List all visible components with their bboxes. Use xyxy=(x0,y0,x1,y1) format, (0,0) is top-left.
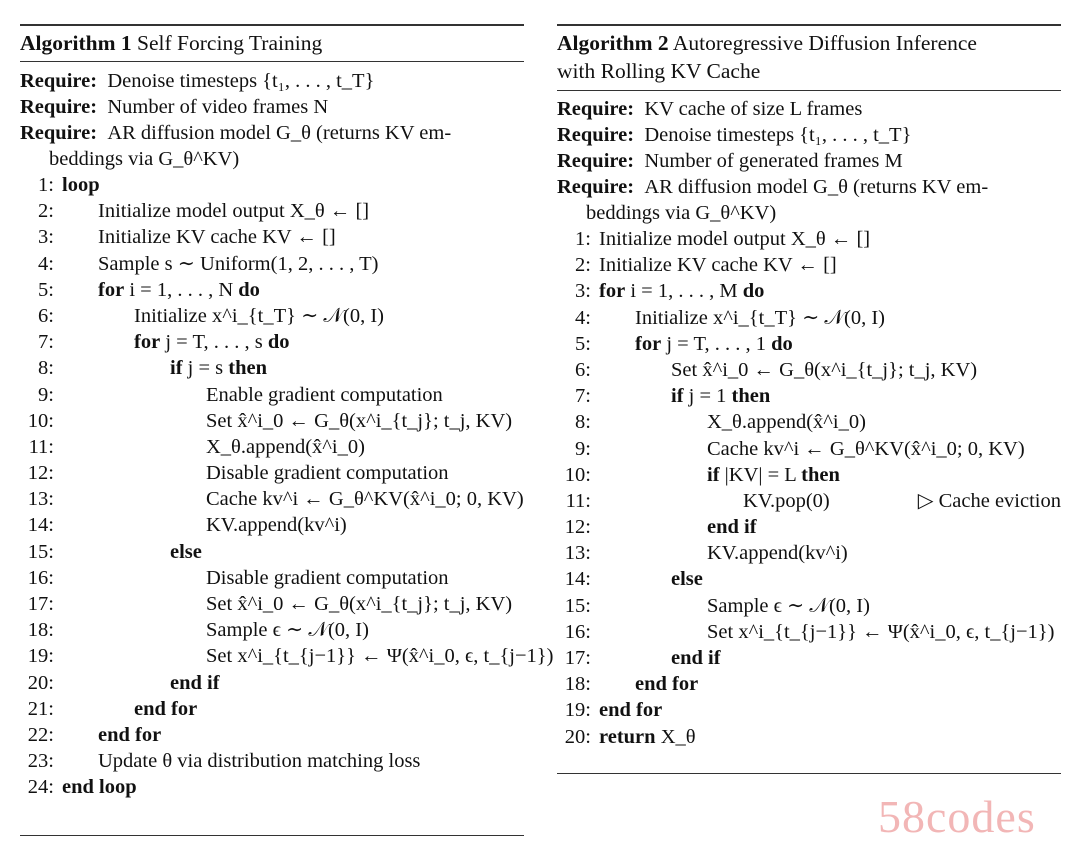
statement: Set x̂^i_0 ← G_θ(x^i_{t_j}; t_j, KV) xyxy=(206,593,513,615)
line-number: 20: xyxy=(564,725,591,748)
require-continuation: beddings via G_θ^KV) xyxy=(586,202,777,224)
keyword: end if xyxy=(707,516,757,539)
statement: KV.append(kv^i) xyxy=(707,542,848,565)
algorithm-line xyxy=(20,277,524,303)
algorithm-line xyxy=(20,774,524,800)
keyword: for xyxy=(635,332,662,355)
statement: j = T, . . . , 1 xyxy=(666,332,766,355)
line-number: 4: xyxy=(575,306,591,329)
line-code xyxy=(599,697,662,723)
algorithm-line xyxy=(20,303,524,329)
keyword: end if xyxy=(671,647,721,669)
line-code xyxy=(599,278,764,304)
algorithm-line xyxy=(20,355,524,381)
algorithm-line xyxy=(557,357,1061,383)
require-keyword: Require: xyxy=(557,176,635,198)
require-text: Denoise timesteps {t₁, . . . , t_T} xyxy=(107,70,375,92)
keyword: else xyxy=(671,568,703,591)
line-code xyxy=(707,593,870,619)
line-number: 3: xyxy=(38,226,54,249)
algorithm-line xyxy=(20,643,554,669)
line-number: 19: xyxy=(564,699,591,722)
keyword: end if xyxy=(170,671,220,694)
line-number: 6: xyxy=(575,358,591,381)
line-number: 22: xyxy=(27,723,54,746)
line-code xyxy=(599,226,870,252)
statement: i = 1, . . . , M xyxy=(630,280,738,303)
line-code xyxy=(671,383,770,409)
algorithm-line xyxy=(20,460,524,486)
statement: Set x^i_{t_{j−1}} ← Ψ(x̂^i_0, ϵ, t_{j−1}) xyxy=(206,645,554,668)
require-line xyxy=(20,94,524,120)
statement: Sample s ∼ Uniform(1, 2, . . . , T) xyxy=(98,252,379,275)
line-code xyxy=(206,591,512,617)
line-number: 7: xyxy=(575,385,591,408)
keyword: do xyxy=(771,332,793,355)
line-number: 13: xyxy=(564,542,591,565)
require-text: Denoise timesteps {t₁, . . . , t_T} xyxy=(644,124,912,146)
require-text: Number of generated frames M xyxy=(644,150,903,172)
statement: Initialize KV cache KV ← [] xyxy=(98,226,336,249)
keyword: for xyxy=(98,278,125,301)
line-code xyxy=(206,512,347,538)
line-number: 1: xyxy=(38,174,54,196)
algorithm-line xyxy=(20,224,524,250)
line-code xyxy=(635,331,793,357)
line-code xyxy=(635,305,885,331)
algorithm-line xyxy=(20,486,524,512)
require-keyword: Require: xyxy=(557,150,635,172)
line-code xyxy=(206,617,369,643)
line-number: 18: xyxy=(27,619,54,642)
statement: X_θ xyxy=(660,725,696,748)
line-code xyxy=(671,357,977,383)
line-number: 12: xyxy=(27,462,54,485)
require-continuation: beddings via G_θ^KV) xyxy=(49,148,240,170)
keyword: end loop xyxy=(62,776,137,799)
statement: Set x^i_{t_{j−1}} ← Ψ(x̂^i_0, ϵ, t_{j−1}) xyxy=(707,620,1055,643)
keyword: then xyxy=(731,385,771,408)
algorithm-line xyxy=(557,697,1061,723)
statement: Initialize model output X_θ ← [] xyxy=(98,200,370,223)
line-number: 8: xyxy=(38,357,54,380)
line-code xyxy=(206,408,512,434)
keyword: do xyxy=(238,278,260,301)
line-code xyxy=(206,643,553,669)
line-number: 15: xyxy=(27,540,54,563)
require-line xyxy=(557,174,1061,226)
statement: Disable gradient computation xyxy=(206,462,449,485)
line-code xyxy=(206,460,449,486)
algorithm-line xyxy=(557,383,1061,409)
algorithm-line xyxy=(20,722,524,748)
line-number: 10: xyxy=(27,409,54,432)
require-keyword: Require: xyxy=(20,122,98,144)
line-code xyxy=(98,748,420,774)
line-number: 3: xyxy=(575,280,591,303)
line-code xyxy=(134,329,289,355)
algorithm-line xyxy=(557,671,1061,697)
keyword: if xyxy=(170,357,183,380)
line-code xyxy=(707,409,866,435)
statement: Set x̂^i_0 ← G_θ(x^i_{t_j}; t_j, KV) xyxy=(206,409,513,432)
line-number: 1: xyxy=(575,228,591,250)
watermark: 58codes xyxy=(878,791,1036,842)
require-keyword: Require: xyxy=(20,70,98,92)
algorithm-name: Autoregressive Diffusion Inference xyxy=(672,31,977,55)
statement: i = 1, . . . , N xyxy=(129,278,234,301)
require-line xyxy=(20,120,524,172)
algorithm-line xyxy=(557,436,1061,462)
line-code xyxy=(707,462,840,488)
statement: j = 1 xyxy=(688,385,727,408)
line-number: 15: xyxy=(564,594,591,617)
algorithm-line xyxy=(20,408,524,434)
line-code xyxy=(170,670,220,696)
line-code xyxy=(62,774,137,800)
statement: Initialize x^i_{t_T} ∼ 𝒩(0, I) xyxy=(134,304,384,327)
algorithm-line xyxy=(20,617,524,643)
algorithm-title xyxy=(20,28,524,58)
line-code xyxy=(206,382,443,408)
line-number: 2: xyxy=(575,254,591,277)
statement: Initialize KV cache KV ← [] xyxy=(599,254,837,277)
algorithm-line xyxy=(20,565,524,591)
algorithm-line xyxy=(20,172,524,198)
algorithm-line xyxy=(557,278,1061,304)
statement: Cache kv^i ← G_θ^KV(x̂^i_0; 0, KV) xyxy=(206,488,524,511)
algorithm-line xyxy=(20,198,524,224)
line-number: 5: xyxy=(38,278,54,301)
keyword: return xyxy=(599,725,656,748)
statement: Initialize model output X_θ ← [] xyxy=(599,228,871,250)
line-code xyxy=(134,303,384,329)
statement: Cache kv^i ← G_θ^KV(x̂^i_0; 0, KV) xyxy=(707,437,1025,460)
algorithm-line xyxy=(557,252,1061,278)
keyword: end for xyxy=(599,699,663,722)
statement: Sample ϵ ∼ 𝒩(0, I) xyxy=(206,619,369,642)
line-number: 20: xyxy=(27,671,54,694)
keyword: else xyxy=(170,540,202,563)
algorithm-line xyxy=(20,512,524,538)
algorithm-line xyxy=(557,619,1061,645)
algorithm-line xyxy=(20,670,524,696)
line-number: 10: xyxy=(564,463,591,486)
statement: KV.pop(0) xyxy=(743,489,830,512)
algorithm-line xyxy=(557,645,1061,671)
keyword: do xyxy=(267,331,290,354)
algorithm-line xyxy=(20,748,524,774)
line-code xyxy=(98,198,369,224)
algorithm-line xyxy=(20,329,524,355)
algorithm-line xyxy=(557,488,1061,514)
keyword: do xyxy=(742,280,765,303)
line-number: 12: xyxy=(564,516,591,539)
algorithm-line xyxy=(557,305,1061,331)
title-rule xyxy=(557,90,1061,91)
require-keyword: Require: xyxy=(557,98,635,120)
line-number: 11: xyxy=(28,435,54,458)
line-code xyxy=(599,252,837,278)
require-text: AR diffusion model G_θ (returns KV em- xyxy=(644,176,989,198)
keyword: loop xyxy=(62,174,100,196)
line-number: 9: xyxy=(575,437,591,460)
line-number: 9: xyxy=(38,383,54,406)
comment: ▷ Cache eviction xyxy=(917,489,1061,512)
line-number: 18: xyxy=(564,673,591,696)
algorithm-line xyxy=(557,226,1061,252)
keyword: end for xyxy=(635,673,699,696)
line-code xyxy=(707,619,1054,645)
statement: KV.append(kv^i) xyxy=(206,514,347,537)
statement: |KV| = L xyxy=(724,463,797,486)
line-number: 21: xyxy=(27,697,54,720)
require-line xyxy=(557,148,1061,174)
line-number: 14: xyxy=(27,514,54,537)
line-code xyxy=(170,539,202,565)
statement: j = s xyxy=(187,357,224,380)
line-code xyxy=(707,436,1025,462)
line-number: 16: xyxy=(27,566,54,589)
bottom-rule xyxy=(20,835,524,836)
algorithm-line xyxy=(557,566,1061,592)
keyword: for xyxy=(134,331,161,354)
algorithm-body xyxy=(20,68,554,801)
line-number: 11: xyxy=(565,489,591,512)
keyword: end for xyxy=(134,697,198,720)
algorithm-name: Self Forcing Training xyxy=(137,31,323,55)
algorithm-label: Algorithm 1 xyxy=(20,31,132,55)
statement: Disable gradient computation xyxy=(206,566,449,589)
statement: Initialize x^i_{t_T} ∼ 𝒩(0, I) xyxy=(635,306,885,329)
statement: Sample ϵ ∼ 𝒩(0, I) xyxy=(707,594,870,617)
require-text: Number of video frames N xyxy=(107,96,329,118)
require-line xyxy=(557,122,1061,148)
line-code xyxy=(707,540,848,566)
line-number: 16: xyxy=(564,620,591,643)
algorithm-title xyxy=(557,28,1061,58)
require-keyword: Require: xyxy=(20,96,98,118)
line-code xyxy=(98,251,378,277)
statement: X_θ.append(x̂^i_0) xyxy=(206,435,365,458)
algorithm-body xyxy=(557,96,1061,750)
line-number: 5: xyxy=(575,332,591,355)
top-rule xyxy=(20,24,524,26)
algorithm-line xyxy=(557,724,1061,750)
bottom-rule xyxy=(557,773,1061,774)
algorithm-line xyxy=(20,251,524,277)
statement: X_θ.append(x̂^i_0) xyxy=(707,411,866,434)
algorithm-line xyxy=(557,409,1061,435)
line-code xyxy=(98,224,336,250)
title-rule xyxy=(20,61,524,62)
require-text: KV cache of size L frames xyxy=(644,98,863,120)
line-number: 7: xyxy=(38,331,54,354)
keyword: then xyxy=(228,357,268,380)
algorithm-line xyxy=(20,539,524,565)
algorithm-line xyxy=(557,540,1061,566)
line-code xyxy=(743,488,830,514)
line-number: 23: xyxy=(27,750,54,773)
algorithm-title-line2: with Rolling KV Cache xyxy=(557,59,761,83)
line-code xyxy=(635,671,698,697)
require-text: AR diffusion model G_θ (returns KV em- xyxy=(107,122,452,144)
line-code xyxy=(671,566,703,592)
line-code xyxy=(671,645,721,671)
line-number: 19: xyxy=(27,645,54,668)
keyword: if xyxy=(671,385,684,408)
statement: Set x̂^i_0 ← G_θ(x^i_{t_j}; t_j, KV) xyxy=(671,358,978,381)
algorithm-line xyxy=(20,434,524,460)
algorithm-line xyxy=(20,382,524,408)
algorithm-label: Algorithm 2 xyxy=(557,31,669,55)
statement: Update θ via distribution matching loss xyxy=(98,750,421,773)
line-number: 24: xyxy=(27,776,54,799)
algorithm-line xyxy=(557,514,1061,540)
line-number: 17: xyxy=(564,647,591,669)
keyword: end for xyxy=(98,723,162,746)
line-code xyxy=(206,434,365,460)
keyword: then xyxy=(801,463,840,486)
require-keyword: Require: xyxy=(557,124,635,146)
require-line xyxy=(20,68,524,94)
keyword: for xyxy=(599,280,626,303)
algorithm-line xyxy=(557,462,1061,488)
algorithm-line xyxy=(557,593,1061,619)
keyword: if xyxy=(707,463,720,486)
line-code xyxy=(206,565,449,591)
top-rule xyxy=(557,24,1061,26)
line-code xyxy=(206,486,524,512)
line-number: 8: xyxy=(575,411,591,434)
algorithm-line xyxy=(20,696,524,722)
require-line xyxy=(557,96,1061,122)
line-code xyxy=(62,172,100,198)
line-number: 17: xyxy=(27,593,54,615)
line-code xyxy=(170,355,267,381)
line-number: 2: xyxy=(38,200,54,223)
statement: Enable gradient computation xyxy=(206,383,443,406)
line-code xyxy=(134,696,197,722)
line-number: 4: xyxy=(38,252,54,275)
line-code xyxy=(599,724,696,750)
line-code xyxy=(98,277,260,303)
line-code xyxy=(707,514,757,540)
line-number: 14: xyxy=(564,568,591,591)
algorithm-line xyxy=(20,591,524,617)
line-code xyxy=(98,722,161,748)
statement: j = T, . . . , s xyxy=(165,331,263,354)
algorithm-line xyxy=(557,331,1061,357)
line-number: 13: xyxy=(27,488,54,511)
line-number: 6: xyxy=(38,304,54,327)
